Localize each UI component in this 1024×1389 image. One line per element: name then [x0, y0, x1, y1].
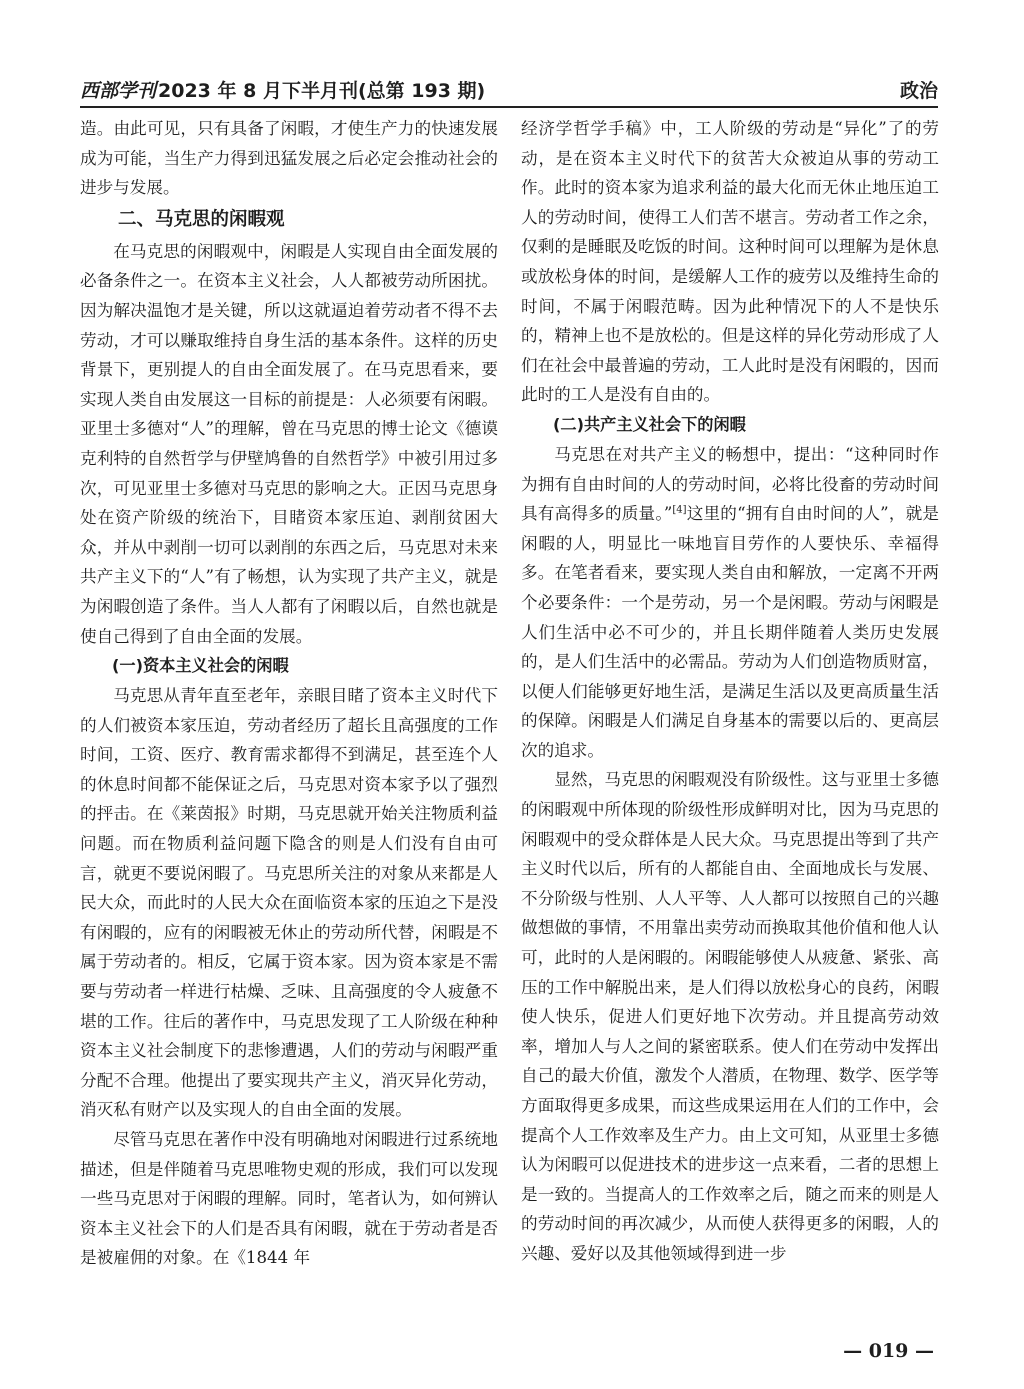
right-column [521, 114, 939, 1269]
paragraph [521, 440, 939, 766]
paragraph: 造。由此可见，只有具备了闲暇，才使生产力的快速发展成为可能，当生产力得到迅猛发展之后必定会推动社会的进步与发展。 [80, 119, 498, 198]
paragraph: 经济学哲学手稿》中，工人阶级的劳动是“异化”了的劳动，是在资本主义时代下的贫苦大众被迫从事的劳动工作。此时的资本家为追求利益的最大化而无休止地压迫工人的劳动时间，使得工人们苦不堪言。劳动者工作之余，仅剩的是睡眠及吃饭的时间。这种时间可以理解为是休息或放松身体的时间，是缓解人工作的疲劳以及维持生命的时间，不属于闲暇范畴。因为此种情况下的人不是快乐的，精神上也不是放松的。但是这样的异化劳动形成了人们在社会中最普遍的劳动，工人此时是没有闲暇的，因而此时的工人是没有自由的。 [521, 119, 939, 405]
section-label: 政治 [899, 80, 938, 102]
journal-logo: 西部学刊 [80, 80, 157, 102]
subsection-heading: (二)共产主义社会下的闲暇 [553, 414, 746, 434]
paragraph-text: 马克思在对共产主义的畅想中，提出：“这种同时作为拥有自由时间的人的劳动时间，必将比役畜的劳动时间具有高得多的质量。” [521, 444, 939, 524]
left-column [80, 114, 498, 1273]
section-heading: 二、马克思的闲暇观 [118, 208, 285, 230]
paragraph: 显然，马克思的闲暇观没有阶级性。这与亚里士多德的闲暇观中所体现的阶级性形成鲜明对比，因为马克思的闲暇观中的受众群体是人民大众。马克思提出等到了共产主义时代以后，所有的人都能自由、全面地成长与发展、不分阶级与性别、人人平等、人人都可以按照自己的兴趣做想做的事情，不用靠出卖劳动而换取其他价值和他人认可，此时的人是闲暇的。闲暇能够使人从疲惫、紧张、高压的工作中解脱出来，是人们得以放松身心的良药，闲暇使人快乐，促进人们更好地下次劳动。并且提高劳动效率，增加人与人之间的紧密联系。使人们在劳动中发挥出自己的最大价值，激发个人潜质，在物理、数学、医学等方面取得更多成果，而这些成果运用在人们的工作中，会提高个人工作效率及生产力。由上文可知，从亚里士多德认为闲暇可以促进技术的进步这一点来看，二者的思想上是一致的。当提高人的工作效率之后，随之而来的则是人的劳动时间的再次减少，从而使人获得更多的闲暇，人的兴趣、爱好以及其他领域得到进一步 [521, 770, 939, 1263]
running-header [80, 72, 938, 108]
paragraph: 马克思从青年直至老年，亲眼目睹了资本主义时代下的人们被资本家压迫，劳动者经历了超长且高强度的工作时间，工资、医疗、教育需求都得不到满足，甚至连个人的休息时间都不能保证之后，马克思对资本家予以了强烈的抨击。在《莱茵报》时期，马克思就开始关注物质利益问题。而在物质利益问题下隐含的则是人们没有自由可言，就更不要说闲暇了。马克思所关注的对象从来都是人民大众，而此时的人民大众在面临资本家的压迫之下是没有闲暇的，应有的闲暇被无休止的劳动所代替，闲暇是不属于劳动者的。相反，它属于资本家。因为资本家是不需要与劳动者一样进行枯燥、乏味、且高强度的令人疲惫不堪的工作。往后的著作中，马克思发现了工人阶级在种种资本主义社会制度下的悲惨遭遇，人们的劳动与闲暇严重分配不合理。他提出了要实现共产主义，消灭异化劳动，消灭私有财产以及实现人的自由全面的发展。 [80, 686, 498, 1120]
page-number: — 019 — [843, 1340, 934, 1362]
paragraph-text: 这里的“拥有自由时间的人”，就是闲暇的人，明显比一味地盲目劳作的人要快乐、幸福得多。在笔者看来，要实现人类自由和解放，一定离不开两个必要条件：一个是劳动，另一个是闲暇。劳动与闲暇是人们生活中必不可少的，并且长期伴随着人类历史发展的，是人们生活中的必需品。劳动为人们创造物质财富，以便人们能够更好地生活，是满足生活以及更高质量生活的保障。闲暇是人们满足自身基本的需要以后的、更高层次的追求。 [521, 504, 940, 760]
paragraph: 在马克思的闲暇观中，闲暇是人实现自由全面发展的必备条件之一。在资本主义社会，人人都被劳动所困扰。因为解决温饱才是关键，所以这就逼迫着劳动者不得不去劳动，才可以赚取维持自身生活的基本条件。这样的历史背景下，更别提人的自由全面发展了。在马克思看来，要实现人类自由发展这一目标的前提是：人必须要有闲暇。亚里士多德对“人”的理解，曾在马克思的博士论文《德谟克利特的自然哲学与伊壁鸠鲁的自然哲学》中被引用过多次，可见亚里士多德对马克思的影响之大。正因马克思身处在资产阶级的统治下，目睹资本家压迫、剥削贫困大众，并从中剥削一切可以剥削的东西之后，马克思对未来共产主义下的“人”有了畅想，认为实现了共产主义，就是为闲暇创造了条件。当人人都有了闲暇以后，自然也就是使自己得到了自由全面的发展。 [80, 241, 498, 646]
subsection-heading: (一)资本主义社会的闲暇 [112, 656, 289, 676]
journal-issue-line [80, 76, 485, 103]
citation-ref: [4] [672, 504, 687, 516]
issue-info: 2023 年 8 月下半月刊(总第 193 期) [158, 80, 486, 102]
paragraph: 尽管马克思在著作中没有明确地对闲暇进行过系统地描述，但是伴随着马克思唯物史观的形成，我们可以发现一些马克思对于闲暇的理解。同时，笔者认为，如何辨认资本主义社会下的人们是否具有闲暇，就在于劳动者是否是被雇佣的对象。在《1844 年 [80, 1130, 498, 1268]
